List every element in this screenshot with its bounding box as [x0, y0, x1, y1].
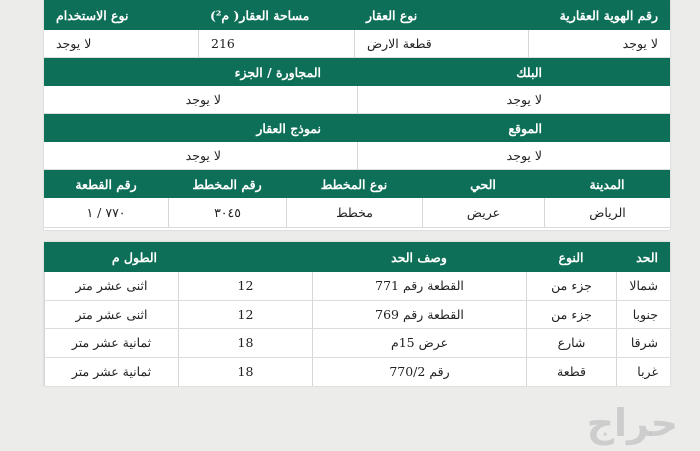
- block-values-row: [44, 86, 670, 114]
- header-boundary: الحد: [636, 249, 658, 265]
- boundary-length-text: ثمانية عشر متر: [44, 358, 178, 387]
- boundary-direction: غربا: [616, 358, 670, 387]
- boundaries-header-row: [44, 242, 670, 272]
- header-property-model: نموذج العقار: [256, 120, 321, 136]
- value-location: لا يوجد: [357, 142, 670, 169]
- value-city: الرياض: [544, 198, 670, 227]
- boundary-type: جزء من: [526, 301, 616, 329]
- value-plot-number: ٧٧٠ / ١: [86, 205, 126, 220]
- header-neighborhood-part: المجاورة / الجزء: [234, 64, 321, 80]
- value-plan-type: مخطط: [286, 198, 422, 227]
- property-info-table: [44, 0, 670, 230]
- boundary-description: القطعة رقم 771: [312, 272, 526, 300]
- value-usage-type: لا يوجد: [56, 36, 92, 51]
- header-plan-number: رقم المخطط: [192, 176, 262, 192]
- header-identity-number: رقم الهوية العقارية: [559, 7, 658, 23]
- value-identity-number: لا يوجد: [528, 30, 670, 57]
- value-property-type: قطعة الارض: [354, 30, 528, 57]
- boundary-length-text: اثنى عشر متر: [44, 301, 178, 329]
- plan-values-row: [44, 198, 670, 228]
- block-header-row: [44, 58, 670, 86]
- value-block: لا يوجد: [357, 86, 670, 113]
- boundary-description: رقم 770/2: [312, 358, 526, 387]
- header-district: الحي: [470, 176, 496, 192]
- plan-header-row: [44, 170, 670, 198]
- boundary-row: [44, 358, 670, 387]
- header-location: الموقع: [508, 120, 542, 136]
- boundary-type: قطعة: [526, 358, 616, 387]
- header-plan-type: نوع المخطط: [320, 176, 388, 192]
- boundary-type: شارع: [526, 329, 616, 357]
- location-values-row: [44, 142, 670, 170]
- value-property-model: لا يوجد: [185, 148, 221, 163]
- boundary-length-text: ثمانية عشر متر: [44, 329, 178, 357]
- value-property-area: 216: [198, 30, 354, 57]
- boundary-direction: شمالا: [616, 272, 670, 300]
- boundary-length-number: 18: [178, 358, 312, 387]
- boundary-length-number: 12: [178, 301, 312, 329]
- boundary-row: [44, 272, 670, 301]
- header-boundary-description: وصف الحد: [391, 249, 447, 265]
- boundary-description: عرض 15م: [312, 329, 526, 357]
- haraj-watermark: حراج: [586, 401, 678, 445]
- property-values-row: [44, 30, 670, 58]
- header-length: الطول م: [111, 249, 157, 265]
- header-plot-number: رقم القطعة: [75, 176, 137, 192]
- value-district: عريض: [422, 198, 544, 227]
- header-type: النوع: [558, 249, 584, 265]
- value-neighborhood-part: لا يوجد: [185, 92, 221, 107]
- boundary-length-number: 12: [178, 272, 312, 300]
- header-block: البلك: [516, 64, 542, 80]
- boundary-type: جزء من: [526, 272, 616, 300]
- boundary-length-number: 18: [178, 329, 312, 357]
- boundary-row: [44, 329, 670, 358]
- boundary-row: [44, 301, 670, 330]
- property-header-row: [44, 0, 670, 30]
- boundary-direction: جنوبا: [616, 301, 670, 329]
- header-property-type: نوع العقار: [366, 7, 418, 23]
- boundary-length-text: اثنى عشر متر: [44, 272, 178, 300]
- header-city: المدينة: [589, 176, 625, 192]
- boundary-description: القطعة رقم 769: [312, 301, 526, 329]
- value-plan-number: ٣٠٤٥: [168, 198, 286, 227]
- header-property-area: مساحة العقار( م²): [210, 7, 310, 23]
- boundaries-table: [44, 242, 670, 386]
- header-usage-type: نوع الاستخدام: [56, 7, 129, 23]
- boundary-direction: شرقا: [616, 329, 670, 357]
- location-header-row: [44, 114, 670, 142]
